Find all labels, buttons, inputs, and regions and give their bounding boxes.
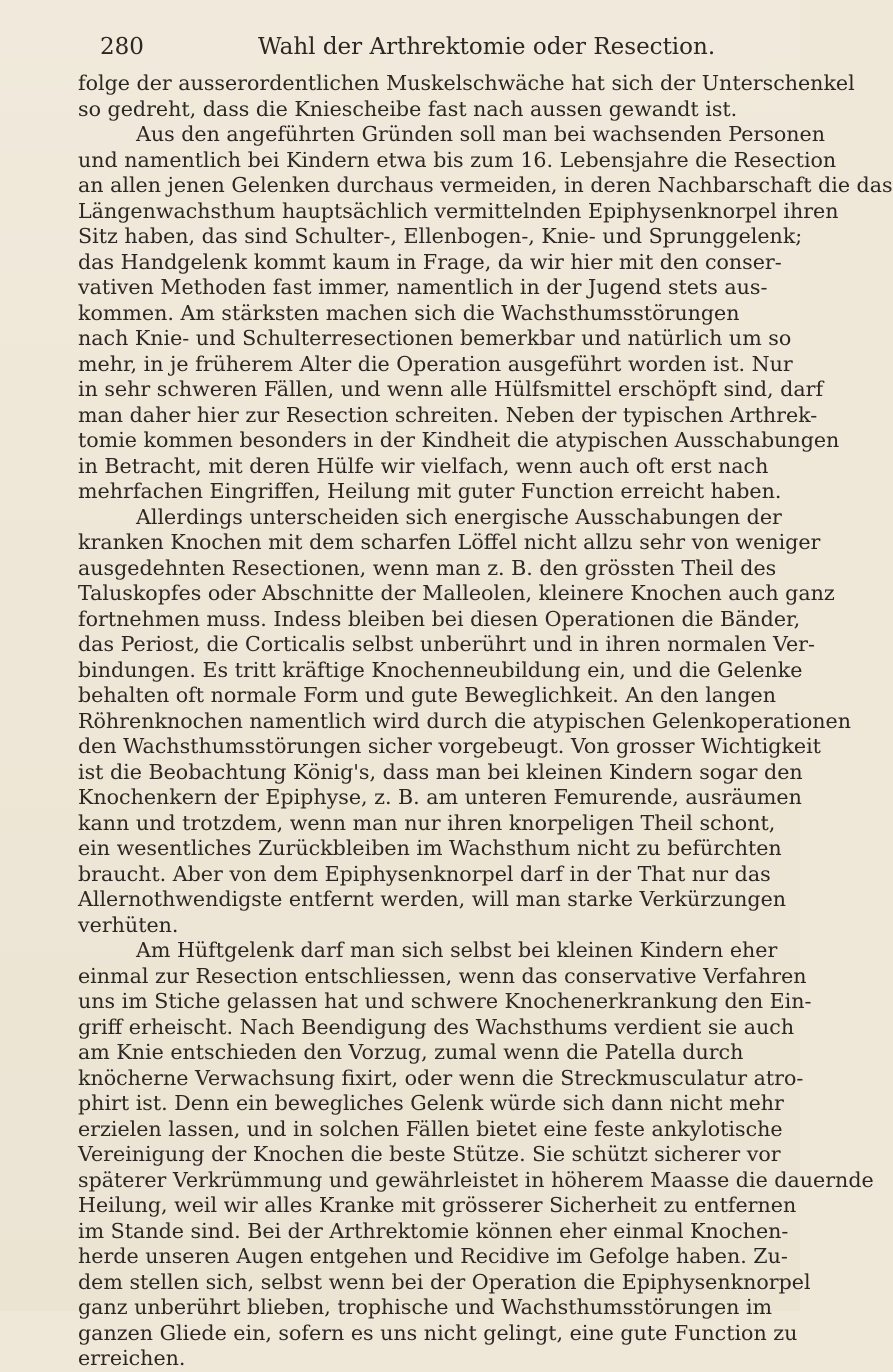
text-line: ganzen Gliede ein, sofern es uns nicht gelingt, eine gute Function zu (78, 1320, 798, 1345)
text-line: das Handgelenk kommt kaum in Frage, da wir hier mit den conser- (78, 249, 782, 274)
text-line: an allen jenen Gelenken durchaus vermeiden, in deren Nachbarschaft die das (78, 173, 893, 197)
page-number: 280 (100, 34, 144, 60)
text-line: ganz unberührt blieben, trophische und Wachsthumsstörungen im (78, 1295, 773, 1319)
text-line: in sehr schweren Fällen, und wenn alle Hülfsmittel erschöpft sind, darf (78, 377, 824, 401)
text-line: bindungen. Es tritt kräftige Knochenneubildung ein, und die Gelenke (78, 657, 803, 682)
text-line: herde unseren Augen entgehen und Recidive im Gefolge haben. Zu- (78, 1244, 788, 1268)
text-line: Allernothwendigste entfernt werden, will man starke Verkürzungen (78, 887, 787, 911)
text-line: Allerdings unterscheiden sich energische Ausschabungen der (136, 504, 782, 529)
text-line: ausgedehnten Resectionen, wenn man z. B. den grössten Theil des (78, 555, 777, 580)
text-line: braucht. Aber von dem Epiphysenknorpel darf in der That nur das (78, 861, 771, 886)
text-line: späterer Verkrümmung und gewährleistet in höherem Maasse die dauernde (78, 1167, 874, 1192)
text-line: den Wachsthumsstörungen sicher vorgebeugt. Von grosser Wichtigkeit (78, 734, 821, 758)
text-line: ist die Beobachtung König's, dass man bei kleinen Kindern sogar den (78, 759, 803, 784)
text-line: im Stande sind. Bei der Arthrektomie können eher einmal Knochen- (78, 1218, 789, 1243)
text-line: mehrfachen Eingriffen, Heilung mit guter Function erreicht haben. (78, 479, 782, 503)
text-line: Heilung, weil wir alles Kranke mit grösserer Sicherheit zu entfernen (78, 1193, 797, 1217)
text-line: fortnehmen muss. Indess bleiben bei diesen Operationen die Bänder, (78, 606, 801, 631)
text-line: vativen Methoden fast immer, namentlich in der Jugend stets aus- (78, 275, 768, 299)
text-line: Am Hüftgelenk darf man sich selbst bei kleinen Kindern eher (136, 938, 778, 962)
text-line: folge der ausserordentlichen Muskelschwäche hat sich der Unterschenkel (78, 71, 855, 95)
text-line: Längenwachsthum hauptsächlich vermittelnden Epiphysenknorpel ihren (78, 198, 839, 223)
text-line: einmal zur Resection entschliessen, wenn das conservative Verfahren (78, 963, 807, 988)
text-line: erzielen lassen, und in solchen Fällen bietet eine feste ankylotische (78, 1116, 783, 1141)
page-header (100, 34, 716, 68)
text-line: kranken Knochen mit dem scharfen Löffel nicht allzu sehr von weniger (78, 530, 821, 554)
text-line: in Betracht, mit deren Hülfe wir vielfach, wenn auch oft erst nach (78, 453, 769, 478)
text-line: Vereinigung der Knochen die beste Stütze. Sie schützt sicherer vor (78, 1142, 781, 1166)
text-line: kann und trotzdem, wenn man nur ihren knorpeligen Theil schont, (78, 810, 776, 835)
text-line: Sitz haben, das sind Schulter-, Ellenbogen-, Knie- und Sprunggelenk; (78, 224, 803, 248)
text-line: so gedreht, dass die Kniescheibe fast nach aussen gewandt ist. (78, 96, 738, 121)
text-line: Röhrenknochen namentlich wird durch die atypischen Gelenkoperationen (78, 708, 851, 733)
text-line: behalten oft normale Form und gute Beweglichkeit. An den langen (78, 683, 776, 707)
text-line: erreichen. (78, 1346, 186, 1370)
text-line: Aus den angeführten Gründen soll man bei wachsenden Personen (136, 122, 825, 146)
text-line: uns im Stiche gelassen hat und schwere Knochenerkrankung den Ein- (78, 989, 812, 1013)
text-line: verhüten. (78, 912, 179, 937)
text-line: Taluskopfes oder Abschnitte der Malleolen, kleinere Knochen auch ganz (78, 581, 835, 605)
text-line: kommen. Am stärksten machen sich die Wachsthumsstörungen (78, 300, 740, 325)
text-line: ein wesentliches Zurückbleiben im Wachsthum nicht zu befürchten (78, 836, 782, 860)
text-line: phirt ist. Denn ein bewegliches Gelenk würde sich dann nicht mehr (78, 1091, 784, 1115)
text-line: das Periost, die Corticalis selbst unberührt und in ihren normalen Ver- (78, 632, 815, 656)
text-line: mehr, in je früherem Alter die Operation ausgeführt worden ist. Nur (78, 351, 793, 376)
text-line: griff erheischt. Nach Beendigung des Wachsthums verdient sie auch (78, 1014, 795, 1039)
text-line: man daher hier zur Resection schreiten. Neben der typischen Arthrek- (78, 402, 818, 427)
text-line: am Knie entschieden den Vorzug, zumal wenn die Patella durch (78, 1040, 744, 1064)
text-line: Knochenkern der Epiphyse, z. B. am unteren Femurende, ausräumen (78, 785, 802, 809)
body-text (78, 71, 893, 1372)
running-title: Wahl der Arthrektomie oder Resection. (258, 34, 716, 60)
text-line: nach Knie- und Schulterresectionen bemerkbar und natürlich um so (78, 326, 792, 350)
text-line: knöcherne Verwachsung fixirt, oder wenn die Streckmusculatur atro- (78, 1065, 804, 1090)
text-line: und namentlich bei Kindern etwa bis zum 16. Lebensjahre die Resection (78, 147, 837, 172)
text-line: dem stellen sich, selbst wenn bei der Operation die Epiphysenknorpel (78, 1269, 811, 1294)
text-line: tomie kommen besonders in der Kindheit die atypischen Ausschabungen (78, 428, 840, 452)
